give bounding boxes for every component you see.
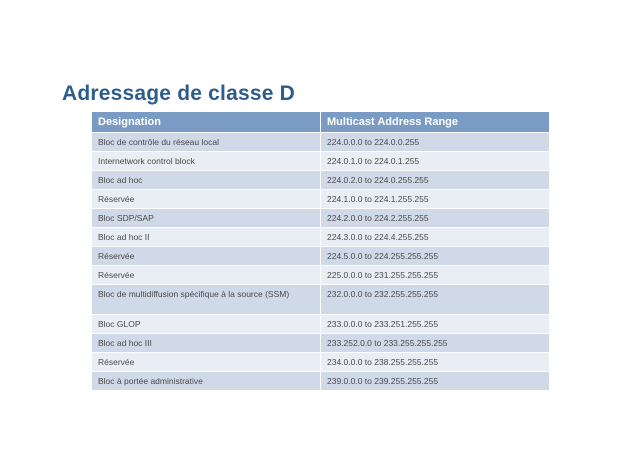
- designation-cell: Bloc ad hoc III: [92, 334, 321, 353]
- table-row: [92, 353, 550, 372]
- range-cell: 233.252.0.0 to 233.255.255.255: [321, 334, 550, 353]
- range-cell: 234.0.0.0 to 238.255.255.255: [321, 353, 550, 372]
- designation-cell: Bloc de multidiffusion spécifique à la source (SSM): [92, 285, 321, 315]
- range-cell: 224.0.0.0 to 224.0.0.255: [321, 133, 550, 152]
- table-row: [92, 133, 550, 152]
- designation-cell: Bloc GLOP: [92, 315, 321, 334]
- range-cell: 224.2.0.0 to 224.2.255.255: [321, 209, 550, 228]
- table-row: [92, 190, 550, 209]
- designation-cell: Bloc à portée administrative: [92, 372, 321, 391]
- range-cell: 233.0.0.0 to 233.251.255.255: [321, 315, 550, 334]
- range-cell: 224.3.0.0 to 224.4.255.255: [321, 228, 550, 247]
- class-d-address-table: [91, 111, 550, 391]
- designation-cell: Réservée: [92, 353, 321, 372]
- designation-cell: Bloc ad hoc: [92, 171, 321, 190]
- header-multicast-range: Multicast Address Range: [321, 112, 550, 133]
- designation-cell: Bloc ad hoc II: [92, 228, 321, 247]
- table-row: [92, 152, 550, 171]
- table-row: [92, 266, 550, 285]
- designation-cell: Réservée: [92, 190, 321, 209]
- header-designation: Designation: [92, 112, 321, 133]
- table-row: [92, 171, 550, 190]
- range-cell: 224.1.0.0 to 224.1.255.255: [321, 190, 550, 209]
- range-cell: 224.5.0.0 to 224.255.255.255: [321, 247, 550, 266]
- table-row: [92, 372, 550, 391]
- table-header-row: [92, 112, 550, 133]
- designation-cell: Réservée: [92, 247, 321, 266]
- designation-cell: Bloc SDP/SAP: [92, 209, 321, 228]
- table-row: [92, 209, 550, 228]
- table-row: [92, 247, 550, 266]
- table-row: [92, 334, 550, 353]
- range-cell: 232.0.0.0 to 232.255.255.255: [321, 285, 550, 315]
- designation-cell: Bloc de contrôle du réseau local: [92, 133, 321, 152]
- range-cell: 225.0.0.0 to 231.255.255.255: [321, 266, 550, 285]
- designation-cell: Réservée: [92, 266, 321, 285]
- range-cell: 224.0.1.0 to 224.0.1.255: [321, 152, 550, 171]
- range-cell: 224.0.2.0 to 224.0.255.255: [321, 171, 550, 190]
- table-row: [92, 315, 550, 334]
- table-row: [92, 285, 550, 315]
- table-row: [92, 228, 550, 247]
- designation-cell: Internetwork control block: [92, 152, 321, 171]
- page-title: Adressage de classe D: [62, 82, 295, 105]
- range-cell: 239.0.0.0 to 239.255.255.255: [321, 372, 550, 391]
